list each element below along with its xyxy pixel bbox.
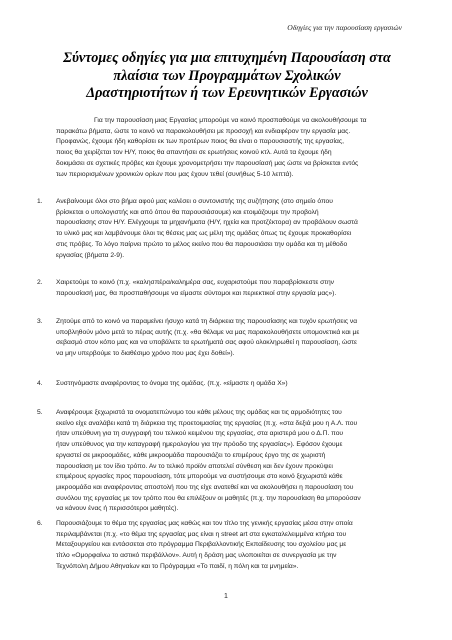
list-item-number: 2. — [37, 279, 43, 286]
list-item-line: Παρουσιάζουμε το θέμα της εργασίας μας καθώς και τον τίτλο της γενικής εργασίας μέσα στην οποία — [56, 520, 353, 527]
list-item-line: παρουσίασης στον Η/Υ. Ελέγχουμε τα μηχανήματα (Η/Υ, ηχεία και προτζέκτορα) αν προβάλουν σωστά — [56, 219, 358, 227]
title-line: Δραστηριοτήτων ή των Ερευνητικών Εργασιών — [86, 85, 368, 102]
list-item-line: να μην υπερβούμε το διαθέσιμο χρόνο που μας έχει δοθεί»). — [56, 350, 235, 358]
list-item-line: να κάνουν ένας ή περισσότεροι μαθητές). — [56, 505, 179, 513]
list-item-number: 6. — [37, 520, 43, 527]
list-item-line: παρουσίαση με τον ίδιο τρόπο. Αν το τελικό προϊόν αποτελεί σύνθεση και δεν έχουν προκύψει — [56, 462, 333, 470]
list-item-line: εργαστεί σε μικροομάδες, κάθε μικροομάδα παρουσιάζει το επιμέρους έργο της σε χωριστή — [56, 451, 326, 459]
intro-line: παρακάτω βήματα, ώστε το κοινό να παρακολουθήσει με προσοχή και ενδιαφέρον την εργασία μας. — [56, 127, 351, 135]
list-item — [56, 317, 402, 360]
title-line: Σύντομες οδηγίες για μια επιτυχημένη Παρουσίαση στα — [63, 50, 391, 66]
list-item-line: σεβασμό στον κόπο μας και να υποβάλετε τα ερωτήματά σας αφού ολοκληρωθεί η παρουσίαση, ώστε — [56, 339, 357, 347]
intro-line: δοκιμάσει σε σχετικές πρόβες και έχουμε χρονομετρήσει την παρουσίασή μας ώστε να βρίσκεται εντός — [56, 159, 359, 167]
page-number: 1 — [224, 593, 228, 600]
list-item-line: Συστηνόμαστε αναφέροντας το όνομα της ομάδας. (π.χ. «είμαστε η ομάδα Χ») — [56, 380, 288, 387]
intro-paragraph — [56, 116, 402, 180]
list-item-number: 4. — [37, 380, 43, 387]
list-item — [56, 278, 402, 299]
list-item-line: Χαιρετούμε το κοινό (π.χ. «καλησπέρα/καλημέρα σας, ευχαριστούμε που παραβρίσκεστε στην — [56, 279, 335, 286]
list-item-line: Ανεβαίνουμε όλοι στο βήμα αφού μας καλέσει ο συντονιστής της συζήτησης (στο σημείο όπου — [56, 198, 333, 205]
list-item-line: ήταν υπεύθυνη για τη συγγραφή του τελικού κειμένου της εργασίας, στα αριστερά μου ο Δ.Π. που — [56, 430, 344, 438]
running-header: Οδηγίες για την παρουσίαση εργασιών — [287, 23, 402, 32]
list-item-line: ήταν υπεύθυνος για την καταγραφή ημερολογίου για την πρόοδο της εργασίας»). Εφόσον έχουμε — [56, 441, 343, 449]
list-item-line: Αναφέρουμε ξεχωριστά τα ονοματεπώνυμο του κάθε μέλους της ομάδας και τις αρμοδιότητες του — [56, 409, 342, 416]
intro-line: ποιος θα χειρίζεται τον Η/Υ, ποιος θα απαντήσει σε ερωτήσεις κοινού κτλ. Αυτά τα έχουμε ήδη — [56, 149, 332, 157]
intro-line: Για την παρουσίαση μιας Εργασίας μπορούμε να κοινό προσπαθούμε να ακολουθήσουμε τα — [94, 117, 367, 124]
list-item-line: παρουσίασή μας, θα προσπαθήσουμε να είμαστε σύντομοι και περιεκτικοί στην εργασία μας»). — [56, 289, 337, 297]
intro-line: των περιορισμένων χρονικών ορίων που μας έχουν τεθεί (συνήθως 5-10 λεπτά). — [56, 170, 294, 178]
list-item — [56, 379, 402, 390]
list-item-line: βρίσκεται ο υπολογιστής και από όπου θα παρουσιάσουμε) και ετοιμάζουμε την προβολή — [56, 208, 319, 216]
list-item-line: υποβληθούν μόνο μετά το πέρας αυτής (π.χ. «θα θέλαμε να μας παρακολουθήσετε υπομονετικά και με — [56, 328, 360, 336]
list-item-number: 1. — [37, 198, 43, 205]
intro-line: Προφανώς, έχουμε ήδη καθορίσει εκ των προτέρων ποιος θα είναι ο παρουσιαστής της εργασίας, — [56, 138, 344, 146]
list-item-number: 3. — [37, 318, 43, 325]
list-item-line: τίτλο «Ομορφαίνω το αστικό περιβάλλον». Αυτή η δράση μας υλοποιείται σε συνεργασία με την — [56, 552, 337, 560]
list-item-line: Ζητούμε από το κοινό να παραμείνει ήσυχο κατά τη διάρκεια της παρουσίασης και τυχόν ερωτήσεις να — [56, 318, 358, 325]
list-item-line: μικροομάδα και αναφέροντας αποστολή που της είχε ανατεθεί και να ακολουθήσει η παρουσίαση του — [56, 483, 354, 491]
list-item-number: 5. — [37, 409, 43, 416]
list-item — [56, 519, 402, 573]
list-item-line: εργασίας (βήματα 2-9). — [56, 251, 125, 259]
list-item-line: εκείνο είχε αναλάβει κατά τη διάρκεια της προετοιμασίας της εργασίας (π.χ. «στα δεξιά μου η Α.Λ. που — [56, 419, 358, 427]
list-item-line: Τεχνόπολη Δήμου Αθηναίων και το Πρόγραμμα «Το παιδί, η πόλη και τα μνημεία». — [56, 562, 299, 570]
list-item-line: συνόλου της εργασίας με τον τρόπο που θα επιλέξουν οι μαθητές (π.χ. την παρουσίαση θα μπορούσαν — [56, 494, 361, 502]
list-item — [56, 408, 402, 515]
list-item — [56, 197, 402, 261]
list-item-line: περιλαμβάνεται (π.χ. «το θέμα της εργασίας μας είναι η street art στα εγκαταλελειμμένα κτήρια του — [56, 530, 347, 538]
list-item-line: το υλικό μας και λαμβάνουμε όλοι τις θέσεις μας ως μέλη της ομάδας όπως τις έχουμε προκαθορίσει — [56, 230, 352, 238]
list-item-line: επιμέρους εργασίες προς παρουσίαση, τότε μπορούμε να συστήσουμε στο κοινό ξεχωριστά κάθε — [56, 473, 343, 481]
document-title — [54, 50, 400, 103]
list-item-line: στις πρόβες. Το λόγο παίρνει πρώτο το μέλος εκείνο που θα παρουσιάσει την ομάδα και τη μέθοδο — [56, 240, 348, 248]
list-item-line: Μεταξουργείου και εντάσσεται στο πρόγραμμα Περιβαλλοντικής Εκπαίδευσης του σχολείου μας με — [56, 541, 347, 549]
title-line: πλαίσια των Προγραμμάτων Σχολικών — [113, 67, 341, 84]
